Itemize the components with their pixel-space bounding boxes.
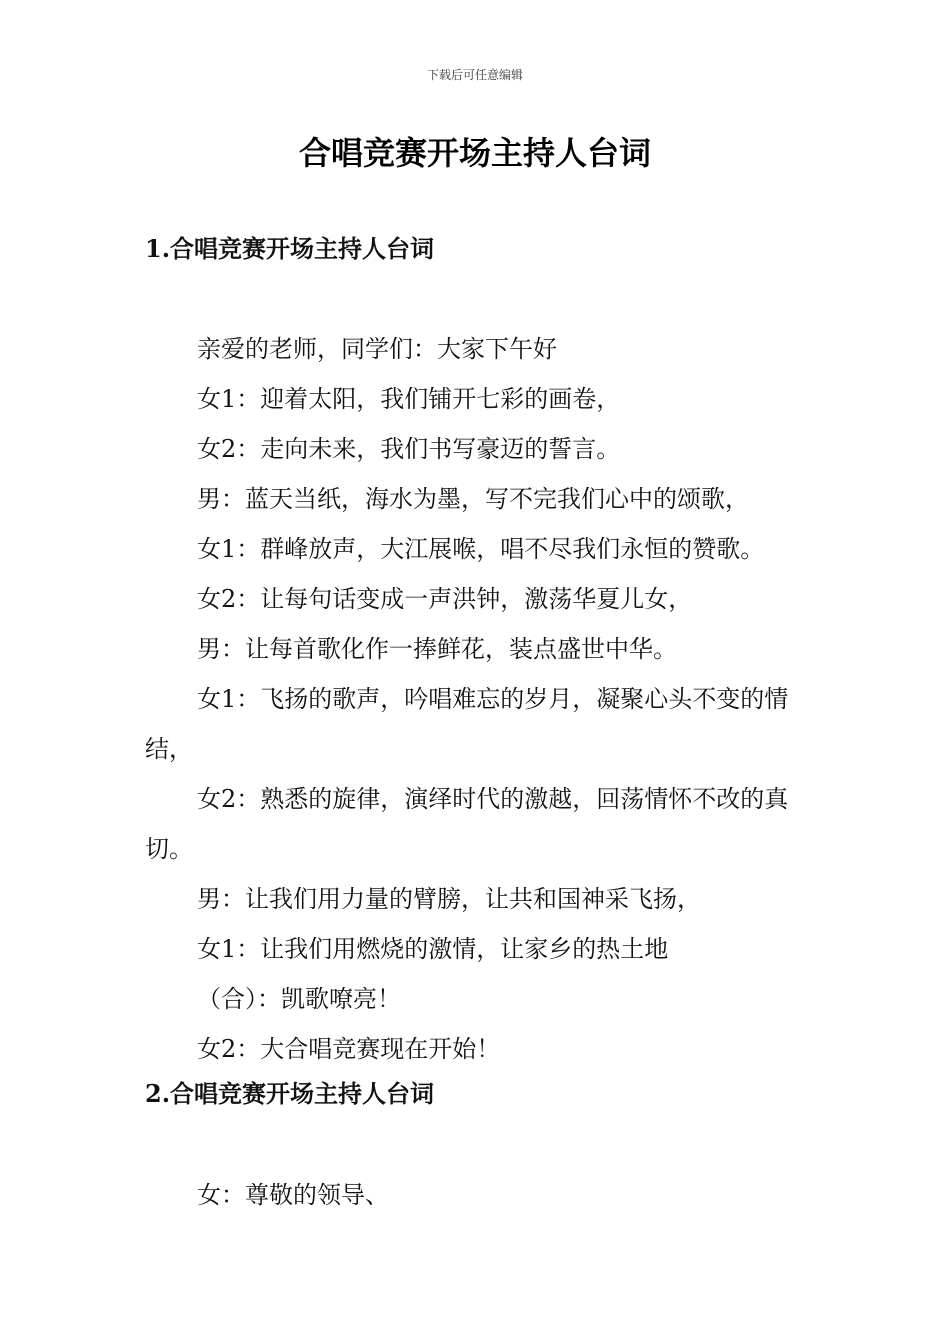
body-line: 女1：迎着太阳，我们铺开七彩的画卷， <box>197 385 621 413</box>
body-line: 女2：大合唱竞赛现在开始！ <box>197 1035 501 1063</box>
body-line: 女：尊敬的领导、 <box>197 1181 389 1209</box>
body-line: 女2：让每句话变成一声洪钟，激荡华夏儿女， <box>197 585 693 613</box>
body-line: 女1：群峰放声，大江展喉，唱不尽我们永恒的赞歌。 <box>197 535 765 563</box>
body-line: 女1：让我们用燃烧的激情，让家乡的热土地 <box>197 935 669 963</box>
body-line: （合）：凯歌嘹亮！ <box>197 985 401 1013</box>
body-line: 亲爱的老师，同学们：大家下午好 <box>197 335 557 363</box>
body-line: 男：让我们用力量的臂膀，让共和国神采飞扬， <box>197 885 701 913</box>
body-line: 女1：飞扬的歌声，吟唱难忘的岁月，凝聚心头不变的情结， <box>145 685 789 763</box>
body-line: 男：蓝天当纸，海水为墨，写不完我们心中的颂歌， <box>197 485 749 513</box>
section-heading-2: 2.合唱竞赛开场主持人台词 <box>145 1079 435 1108</box>
header-note: 下载后可任意编辑 <box>426 68 523 82</box>
body-line: 女2：走向未来，我们书写豪迈的誓言。 <box>197 435 621 463</box>
body-line: 男：让每首歌化作一捧鲜花，装点盛世中华。 <box>197 635 677 663</box>
document-title: 合唱竞赛开场主持人台词 <box>298 134 651 172</box>
body-line: 女2：熟悉的旋律，演绎时代的激越，回荡情怀不改的真切。 <box>145 785 789 863</box>
section-heading-1: 1.合唱竞赛开场主持人台词 <box>145 234 435 263</box>
